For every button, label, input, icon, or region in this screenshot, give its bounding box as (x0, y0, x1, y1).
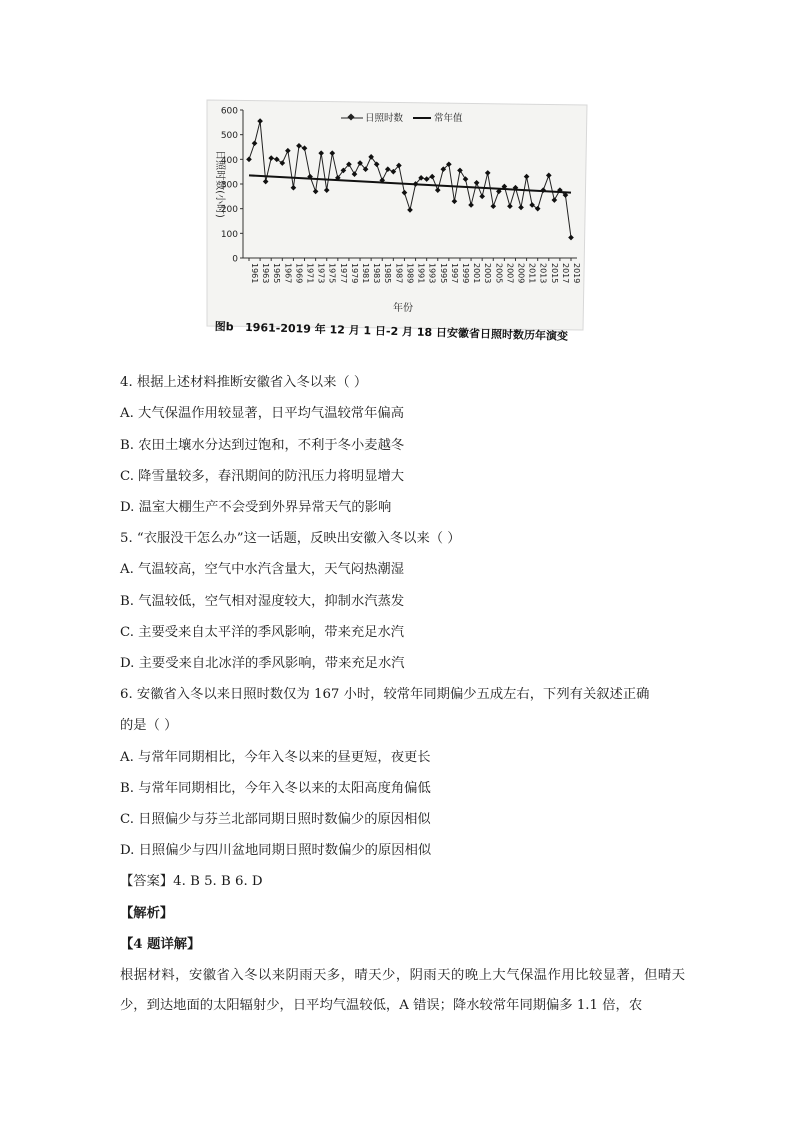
x-tick-label: 2005 (494, 263, 504, 284)
y-axis-label: 日照时数(小时) (214, 150, 225, 218)
x-tick-label: 2009 (516, 263, 526, 284)
x-tick-label: 2003 (483, 263, 493, 284)
x-tick-label: 1961 (250, 263, 259, 284)
q4-option-c: C. 降雪量较多，春汛期间的防汛压力将明显增大 (120, 469, 405, 484)
x-tick-label: 2011 (527, 263, 537, 284)
y-tick-label: 0 (232, 254, 238, 265)
x-tick-label: 1993 (427, 263, 437, 284)
y-tick-label: 300 (220, 180, 238, 191)
x-tick-label: 1963 (261, 263, 271, 284)
legend-label-sunshine: 日照时数 (365, 113, 404, 124)
y-tick-label: 200 (220, 205, 238, 216)
x-tick-label: 1965 (272, 263, 282, 284)
q6-stem-line2: 的是（ ） (120, 718, 178, 733)
x-axis-label: 年份 (393, 303, 413, 314)
x-tick-label: 1981 (361, 263, 371, 284)
x-tick-label: 1975 (327, 263, 337, 284)
q5-option-a: A. 气温较高，空气中水汽含量大，天气闷热潮湿 (120, 562, 404, 577)
q4-option-d: D. 温室大棚生产不会受到外界异常天气的影响 (120, 500, 392, 515)
x-tick-label: 1989 (405, 263, 415, 284)
q6-option-d: D. 日照偏少与四川盆地同期日照时数偏少的原因相似 (120, 843, 432, 858)
q4-option-b: B. 农田土壤水分达到过饱和，不利于冬小麦越冬 (120, 438, 405, 453)
q5-option-d: D. 主要受来自北冰洋的季风影响，带来充足水汽 (120, 656, 405, 671)
y-tick-label: 500 (220, 131, 238, 142)
x-tick-label: 1973 (316, 263, 326, 284)
answer-line: 【答案】4. B 5. B 6. D (120, 874, 263, 889)
x-tick-label: 1995 (438, 263, 448, 284)
legend-label-normal: 常年值 (434, 113, 463, 124)
q6-option-a: A. 与常年同期相比，今年入冬以来的昼更短，夜更长 (120, 750, 431, 765)
x-tick-label: 1999 (460, 263, 470, 284)
q6-option-c: C. 日照偏少与芬兰北部同期日照时数偏少的原因相似 (120, 812, 431, 827)
q5-option-b: B. 气温较低，空气相对湿度较大，抑制水汽蒸发 (120, 594, 405, 609)
q4-stem: 4. 根据上述材料推断安徽省入冬以来（ ） (120, 375, 368, 390)
q4-option-a: A. 大气保温作用较显著，日平均气温较常年偏高 (120, 406, 404, 421)
x-tick-label: 1997 (449, 263, 459, 284)
x-tick-label: 1971 (305, 263, 315, 284)
x-tick-label: 1991 (416, 263, 426, 284)
y-tick-label: 600 (220, 106, 238, 117)
y-tick-label: 100 (220, 229, 238, 240)
q5-option-c: C. 主要受来自太平洋的季风影响，带来充足水汽 (120, 625, 405, 640)
x-tick-label: 1977 (338, 263, 348, 284)
x-tick-label: 1985 (383, 263, 393, 284)
detail-title: 【4 题详解】 (120, 937, 201, 952)
chart-paper (207, 100, 587, 330)
y-tick-label: 400 (220, 155, 238, 166)
x-tick-label: 2007 (505, 263, 515, 284)
x-tick-label: 2017 (560, 263, 570, 284)
x-tick-label: 1983 (372, 263, 382, 284)
x-tick-label: 2015 (549, 263, 559, 284)
x-tick-label: 1967 (283, 263, 293, 284)
x-tick-label: 2001 (472, 263, 482, 284)
x-tick-label: 2013 (538, 263, 548, 284)
x-tick-label: 2019 (572, 263, 581, 284)
x-tick-label: 1979 (349, 263, 359, 284)
q6-stem-line1: 6. 安徽省入冬以来日照时数仅为 167 小时，较常年同期偏少五成左右，下列有关叙述正确 (120, 687, 650, 702)
x-tick-label: 1969 (294, 263, 304, 284)
analysis-title: 【解析】 (120, 906, 174, 921)
caption-text: 1961-2019 年 12 月 1 日-2 月 18 日安徽省日照时数历年演变 (244, 320, 569, 343)
q5-stem: 5. “衣服没干怎么办”这一话题，反映出安徽入冬以来（ ） (120, 531, 461, 546)
analysis-paragraph: 根据材料，安徽省入冬以来阴雨天多，晴天少，阴雨天的晚上大气保温作用比较显著，但晴天少，到达地面的太阳辐射少，日平均气温较低，A 错误；降水较常年同期偏多 1.1 倍，农 (120, 968, 685, 1013)
x-tick-label: 1987 (394, 263, 404, 284)
q6-option-b: B. 与常年同期相比，今年入冬以来的太阳高度角偏低 (120, 781, 431, 796)
caption-label: 图b (214, 319, 234, 334)
